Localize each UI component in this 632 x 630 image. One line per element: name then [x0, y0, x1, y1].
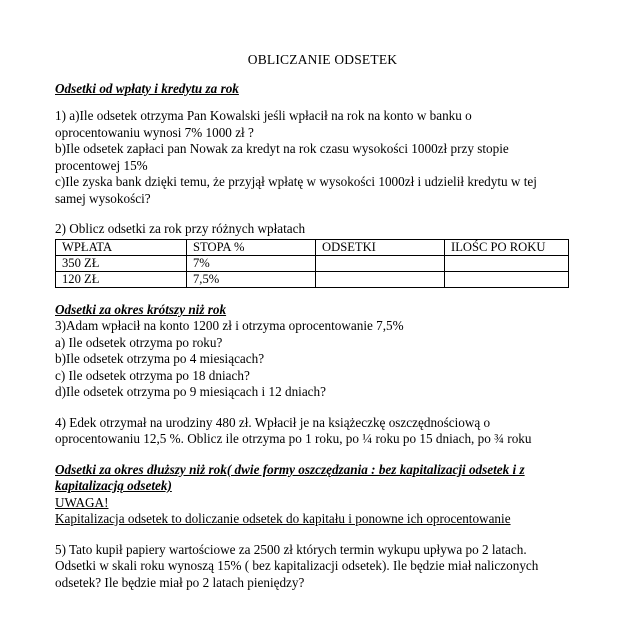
question-5-cont2: odsetek? Ile będzie miał po 2 latach pieniędzy?	[55, 574, 305, 590]
table-cell	[445, 271, 569, 287]
question-5: 5) Tato kupił papiery wartościowe za 2500 zł których termin wykupu upływa po 2 latach.	[55, 541, 527, 557]
question-2: 2) Oblicz odsetki za rok przy różnych wpłatach	[55, 221, 306, 236]
note-label: UWAGA!	[55, 494, 109, 510]
question-3d: d)Ile odsetek otrzyma po 9 miesiącach i 12 dniach?	[55, 384, 326, 399]
table-cell: 7,5%	[187, 271, 316, 287]
question-1b: b)Ile odsetek zapłaci pan Nowak za kredyt na rok czasu wysokości 1000zł przy stopie	[55, 141, 509, 156]
question-3: 3)Adam wpłacił na konto 1200 zł i otrzyma oprocentowanie 7,5%	[55, 318, 404, 333]
table-header: ILOŚC PO ROKU	[445, 239, 569, 255]
question-3b: b)Ile odsetek otrzyma po 4 miesiącach?	[55, 351, 265, 366]
question-1a-cont: oprocentowaniu wynosi 7% 1000 zł ?	[55, 124, 254, 140]
document-page	[55, 52, 590, 591]
section-heading-annual: Odsetki od wpłaty i kredytu za rok	[55, 80, 239, 96]
table-header: ODSETKI	[316, 239, 445, 255]
table-cell: 120 ZŁ	[56, 271, 187, 287]
table-cell: 350 ZŁ	[56, 255, 187, 271]
question-1c-cont: samej wysokości?	[55, 190, 151, 206]
table-header: STOPA %	[187, 239, 316, 255]
table-cell	[316, 271, 445, 287]
deposit-table	[55, 239, 569, 288]
question-4: 4) Edek otrzymał na urodziny 480 zł. Wpłacił je na książeczkę oszczędnościową o	[55, 414, 491, 430]
question-4-cont: oprocentowaniu 12,5 %. Oblicz ile otrzyma po 1 roku, po ¼ roku po 15 dniach, po ¾ roku	[55, 431, 532, 446]
question-3a: a) Ile odsetek otrzyma po roku?	[55, 334, 223, 350]
table-cell	[445, 255, 569, 271]
question-1b-cont: procentowej 15%	[55, 157, 148, 173]
table-header: WPŁATA	[56, 239, 187, 255]
table-row	[56, 271, 569, 287]
table-row	[56, 255, 569, 271]
table-header-row	[56, 239, 569, 255]
table-cell: 7%	[187, 255, 316, 271]
section-heading-short-term: Odsetki za okres krótszy niż rok	[55, 301, 227, 317]
question-5-cont1: Odsetki w skali roku wynoszą 15% ( bez kapitalizacji odsetek). Ile będzie miał naliczonych	[55, 558, 539, 573]
section-heading-long-term-cont: kapitalizacją odsetek)	[55, 478, 172, 493]
question-1a: 1) a)Ile odsetek otrzyma Pan Kowalski jeśli wpłacił na rok na konto w banku o	[55, 108, 472, 123]
table-cell	[316, 255, 445, 271]
note-text: Kapitalizacja odsetek to doliczanie odsetek do kapitału i ponowne ich oprocentowanie	[55, 511, 511, 526]
question-3c: c) Ile odsetek otrzyma po 18 dniach?	[55, 367, 250, 383]
document-title: OBLICZANIE ODSETEK	[247, 52, 398, 67]
section-heading-long-term: Odsetki za okres dłuższy niż rok( dwie formy oszczędzania : bez kapitalizacji odsetek i z	[55, 461, 525, 477]
question-1c: c)Ile zyska bank dzięki temu, że przyjął wpłatę w wysokości 1000zł i udzielił kredytu w tej	[55, 174, 537, 189]
